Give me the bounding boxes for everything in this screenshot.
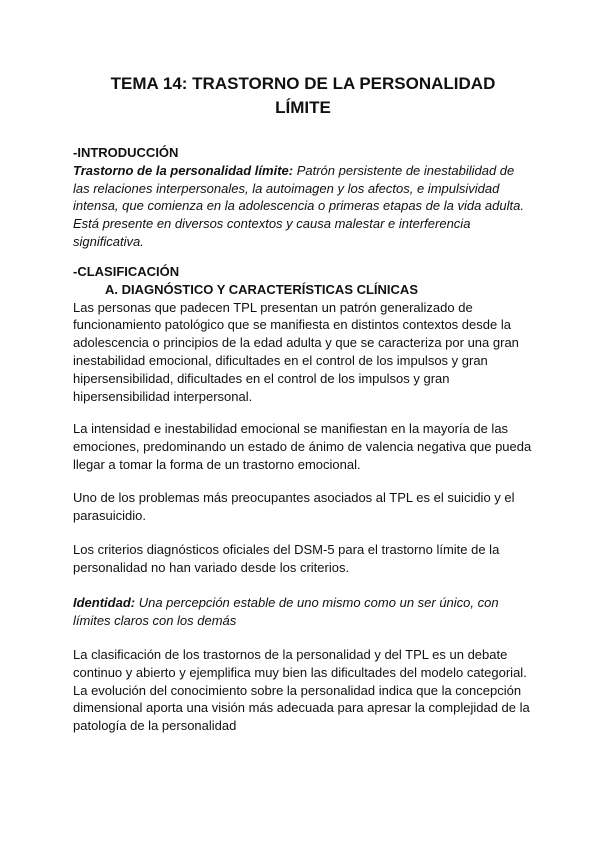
classification-paragraph-1: Las personas que padecen TPL presentan un patrón generalizado de funcionamiento patológico que se manifiesta en distintos contextos desde la adolescencia o principios de la edad adulta y que se caracteriza por una gran inestabilidad emocional, dificultades en el control de los impulsos y gran hipersensibilidad, dificultades en el control de los impulsos y gran hipersensibilidad interpersonal. [73,299,519,404]
classification-paragraph-3: Uno de los problemas más preocupantes asociados al TPL es el suicidio y el parasuicidio. [73,490,515,523]
intro-definition: Patrón persistente de inestabilidad de las relaciones interpersonales, la autoimagen y los afectos, e impulsividad intensa, que comienza en la adolescencia o primeras etapas de la vida adulta. Está presente en diversos contextos y causa malestar e interferencia significativa. [73,162,524,249]
paragraph-2-block [73,420,533,473]
identity-block [73,594,533,630]
intro-heading: -INTRODUCCIÓN [73,145,179,160]
classification-paragraph-6: La evolución del conocimiento sobre la personalidad indica que la concepción dimensional aporta una visión más adecuada para apresar la complejidad de la patología de la personalidad [73,682,530,734]
intro-section [73,144,533,251]
document-title [73,72,533,120]
identity-paragraph [73,594,533,630]
title-line-2: LÍMITE [275,98,331,117]
classification-paragraph-5: La clasificación de los trastornos de la personalidad y del TPL es un debate continuo y abierto y ejemplifica muy bien las dificultades del modelo categorial. [73,647,527,680]
paragraph-3-block [73,489,533,525]
identity-term: Identidad: [73,595,136,610]
paragraph-5-block [73,646,533,735]
intro-definition-paragraph [73,162,533,251]
classification-subheading: A. DIAGNÓSTICO Y CARACTERÍSTICAS CLÍNICAS [105,281,418,297]
title-line-1: TEMA 14: TRASTORNO DE LA PERSONALIDAD [110,74,496,93]
classification-paragraph-4: Los criterios diagnósticos oficiales del DSM-5 para el trastorno límite de la personalidad no han variado desde los criterios. [73,542,500,575]
classification-heading: -CLASIFICACIÓN [73,264,180,279]
identity-definition: Una percepción estable de uno mismo como un ser único, con límites claros con los demás [73,595,499,628]
classification-paragraph-2: La intensidad e inestabilidad emocional se manifiestan en la mayoría de las emociones, predominando un estado de ánimo de valencia negativa que pueda llegar a tomar la forma de un trastorno emocional. [73,421,532,472]
paragraph-4-block [73,541,533,577]
classification-section [73,263,533,405]
intro-term: Trastorno de la personalidad límite: [73,162,294,178]
